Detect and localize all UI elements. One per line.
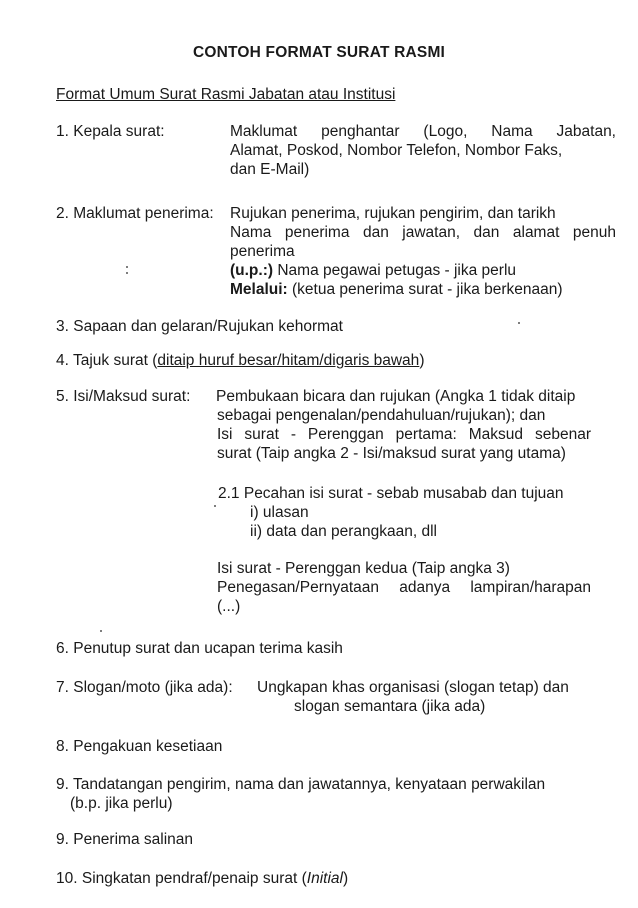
item-text-cont: (b.p. jika perlu) bbox=[70, 795, 173, 812]
item-description bbox=[230, 122, 616, 179]
item-text-underlined: ditaip huruf besar/hitam/digaris bawah bbox=[157, 352, 420, 369]
scan-speck bbox=[126, 272, 128, 274]
sub-breakdown bbox=[218, 484, 598, 541]
item-text: 8. Pengakuan kesetiaan bbox=[56, 738, 223, 755]
description-line: Ungkapan khas organisasi (slogan tetap) dan bbox=[257, 679, 569, 696]
item-text-suffix: ) bbox=[342, 870, 349, 887]
description-line: Nama penerima dan jawatan, dan alamat penuh bbox=[230, 224, 616, 241]
item-text-suffix: ) bbox=[419, 352, 425, 369]
item-text: 6. Penutup surat dan ucapan terima kasih bbox=[56, 640, 343, 657]
scan-speck bbox=[518, 322, 520, 324]
description-line: surat (Taip angka 2 - Isi/maksud surat yang utama) bbox=[217, 445, 566, 462]
item-description bbox=[216, 387, 616, 406]
item-text-prefix: 4. Tajuk surat ( bbox=[56, 352, 158, 369]
scan-speck bbox=[214, 505, 216, 507]
up-label: (u.p.:) bbox=[230, 262, 274, 279]
paragraph-two bbox=[217, 559, 591, 616]
description-line: sebagai pengenalan/pendahuluan/rujukan); dan bbox=[217, 407, 546, 424]
page-title: CONTOH FORMAT SURAT RASMI bbox=[192, 44, 446, 61]
sub-heading: 2.1 Pecahan isi surat - sebab musabab dan tujuan bbox=[218, 485, 564, 502]
list-item-slogan bbox=[56, 678, 616, 718]
item-text-italic: Initial bbox=[306, 870, 343, 887]
scan-speck bbox=[126, 266, 128, 268]
item-description bbox=[230, 204, 616, 299]
item-label: 1. Kepala surat: bbox=[56, 123, 165, 140]
item-text-prefix: 10. Singkatan pendraf/penaip surat ( bbox=[56, 870, 307, 887]
section-subtitle: Format Umum Surat Rasmi Jabatan atau Institusi bbox=[56, 86, 396, 103]
melalui-line bbox=[230, 280, 616, 299]
item-text: 3. Sapaan dan gelaran/Rujukan kehormat bbox=[56, 318, 343, 335]
item-description bbox=[257, 678, 597, 716]
item-description-cont bbox=[217, 406, 591, 463]
description-line: Pembukaan bicara dan rujukan (Angka 1 tidak ditaip bbox=[216, 388, 576, 405]
sub-item: i) ulasan bbox=[250, 504, 309, 521]
description-line: Isi surat - Perenggan pertama: Maksud sebenar bbox=[217, 426, 591, 443]
item-text bbox=[56, 351, 424, 370]
list-item-kepala-surat bbox=[56, 122, 616, 182]
scan-speck bbox=[100, 630, 102, 632]
description-line: slogan semantara (jika ada) bbox=[294, 698, 486, 715]
up-text: Nama pegawai petugas - jika perlu bbox=[273, 262, 517, 279]
description-line: dan E-Mail) bbox=[230, 161, 310, 178]
description-line: Alamat, Poskod, Nombor Telefon, Nombor Faks, bbox=[230, 142, 563, 159]
item-label: 2. Maklumat penerima: bbox=[56, 205, 214, 222]
up-line bbox=[230, 261, 616, 280]
list-item-tandatangan bbox=[56, 775, 616, 815]
paragraph-line: Penegasan/Pernyataan adanya lampiran/harapan bbox=[217, 579, 591, 596]
paragraph-line: Isi surat - Perenggan kedua (Taip angka 3) bbox=[217, 560, 510, 577]
item-text bbox=[56, 869, 348, 888]
paragraph-line: (...) bbox=[217, 598, 241, 615]
item-label: 5. Isi/Maksud surat: bbox=[56, 388, 191, 405]
melalui-label: Melalui: bbox=[230, 281, 288, 298]
list-item-isi-surat bbox=[56, 387, 616, 619]
description-line: Rujukan penerima, rujukan pengirim, dan tarikh bbox=[230, 205, 556, 222]
description-line: Maklumat penghantar (Logo, Nama Jabatan, bbox=[230, 123, 616, 140]
item-text: 9. Penerima salinan bbox=[56, 831, 193, 848]
list-item-maklumat-penerima bbox=[56, 204, 616, 304]
item-text: 9. Tandatangan pengirim, nama dan jawatannya, kenyataan perwakilan bbox=[56, 776, 546, 793]
description-line: penerima bbox=[230, 243, 295, 260]
sub-item: ii) data dan perangkaan, dll bbox=[250, 523, 437, 540]
melalui-text: (ketua penerima surat - jika berkenaan) bbox=[287, 281, 563, 298]
item-label: 7. Slogan/moto (jika ada): bbox=[56, 679, 233, 696]
